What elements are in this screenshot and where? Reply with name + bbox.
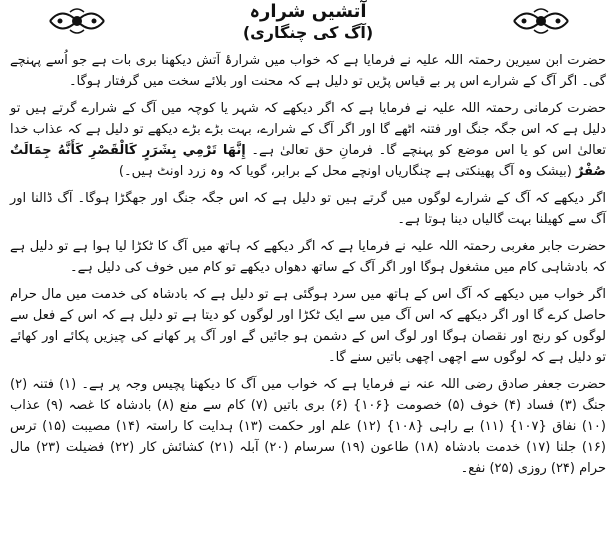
interpretation-item: (۱۷) خدمت بادشاہ [444, 440, 556, 455]
paragraph-text: حضرت جابر مغربی رحمتہ اللہ علیہ نے فرمایا ہے کہ اگر دیکھے کہ ہاتھ میں آگ کا ٹکڑا لیا ہوا ہے تو دلیل ہے کہ بادشاہی کام میں مشغول ہوگا اور اگر آگ کے ساتھ دھواں دیکھے تو کام میں خوف کی دلیل ہے۔ [10, 239, 606, 275]
interpretation-item: (۱) فتنہ [32, 377, 77, 392]
interpretation-item: (۶) بری باتیں [273, 398, 354, 413]
interpretation-item: (۱۱) بے راہی [429, 419, 510, 434]
interpretation-item: (۲) جنگ [10, 377, 606, 413]
interpretation-item: (۲۰) آبلہ [239, 440, 295, 455]
paragraph-text: اگر خواب میں دیکھے کہ آگ اس کے ہاتھ میں سرد ہوگئی ہے تو دلیل ہے کہ بادشاہ کی خدمت میں مال حرام حاصل کرے گا اور اگر دیکھے کہ اس آگ میں سے ایک ٹکڑا اور لوگوں کو دیتا ہے تو دلیل ہے کہ اس کے فعل سے لوگوں کو رنج اور نقصان ہوگا اور لوگ اس کے دشمن ہو جائیں گے اور آگ پر کھانے کی چیزیں پکائے اور کھائے تو دلیل ہے کہ لوگوں سے اچھی اچھی باتیں سنے گا۔ [10, 287, 606, 365]
paragraph [10, 284, 606, 368]
interpretation-item: (۲۱) کشائش کار [139, 440, 240, 455]
paragraph [10, 236, 606, 278]
heading [0, 2, 616, 43]
interpretation-item: (۲۲) فضیلت [65, 440, 140, 455]
verse-reference: {۱۰۶} [353, 398, 397, 413]
interpretation-item: (۱۶) جلنا [555, 440, 606, 455]
page-title: آتشیں شرارہ [249, 1, 367, 22]
interpretation-item: (۵) خصومت [396, 398, 471, 413]
interpretation-item: (۱۵) ترس [10, 419, 72, 434]
interpretation-item: (۸) بادشاہ کا غصہ [68, 398, 180, 413]
interpretation-item: (۱۳) ہدایت کا راستہ [145, 419, 269, 434]
interpretation-item: (۹) عذاب [10, 398, 69, 413]
interpretation-item: (۱۴) مصیبت [71, 419, 146, 434]
paragraph-text: اگر دیکھے کہ آگ کے شرارے لوگوں میں گرتے ہیں تو دلیل ہے کہ اس جگہ جنگ اور جھگڑا ہوگا۔ آگ ڈالنا اور آگ سے کھیلنا بہت گالیاں دینا ہوتا ہے۔ [10, 191, 606, 227]
interpretation-item: (۱۹) سرسام [294, 440, 371, 455]
interpretation-item: (۲۴) روزی [517, 461, 580, 476]
article-body [10, 50, 606, 485]
quran-verse: إِنَّهَا تَرْمِي بِشَرَرٍ كَالْقَصْرِ كَأَنَّهُ جِمَالَتٌ صُفْرٌ [10, 143, 606, 179]
verse-reference: {۱۰۷} [509, 419, 553, 434]
page-header [0, 0, 616, 44]
verse-translation: (بیشک وہ آگ پھینکتی ہے چنگاریاں اونچے محل کے برابر، گویا کہ وہ زرد اونٹ ہیں۔) [118, 164, 572, 179]
paragraph-text: حضرت ابن سیرین رحمتہ اللہ علیہ نے فرمایا ہے کہ خواب میں شرارۂ آتش دیکھنا بری بات ہے جو اُسے پہنچے گی۔ اگر آگ کے شرارے اس پر بے قیاس پڑیں تو دلیل ہے کہ محنت اور بلائے سخت میں گرفتار ہوگا۔ [10, 53, 606, 89]
interpretation-item: (۲۳) مال حرام [10, 440, 606, 476]
interpretation-item: (۴) خوف [470, 398, 527, 413]
interpretation-item: (۳) فساد [526, 398, 583, 413]
paragraph [10, 50, 606, 92]
interpretation-item: (۱۲) علم اور حکمت [268, 419, 387, 434]
page-subtitle: (آگ کی چنگاری) [242, 23, 374, 42]
interpretation-item: (۷) کام سے منع [179, 398, 274, 413]
interpretation-item: (۱۰) نفاق [552, 419, 606, 434]
paragraph-text: حضرت کرمانی رحمتہ اللہ علیہ نے فرمایا ہے کہ اگر دیکھے کہ شہر یا کوچہ میں آگ کے شرارے گرتے ہیں تو دلیل ہے کہ اس جگہ جنگ اور فتنہ اٹھے گا اور اگر آگ کے شرارے، بہت بڑے بڑے دیکھے تو دلیل ہے کہ عذاب خدا تعالیٰ اس کو یا اس موضع کو پہنچے گا۔ فرمانِ حق تعالیٰ ہے۔ [10, 101, 606, 158]
paragraph [10, 188, 606, 230]
verse-reference: {۱۰۸} [386, 419, 430, 434]
interpretation-item: (۱۸) طاعون [370, 440, 445, 455]
paragraph-text: حضرت جعفر صادق رضی اللہ عنہ نے فرمایا ہے کہ خواب میں آگ کا دیکھنا پچیس وجہ پر ہے۔ [81, 377, 606, 392]
paragraph [10, 98, 606, 182]
paragraph [10, 374, 606, 479]
interpretation-item: (۲۵) نفع۔ [460, 461, 518, 476]
